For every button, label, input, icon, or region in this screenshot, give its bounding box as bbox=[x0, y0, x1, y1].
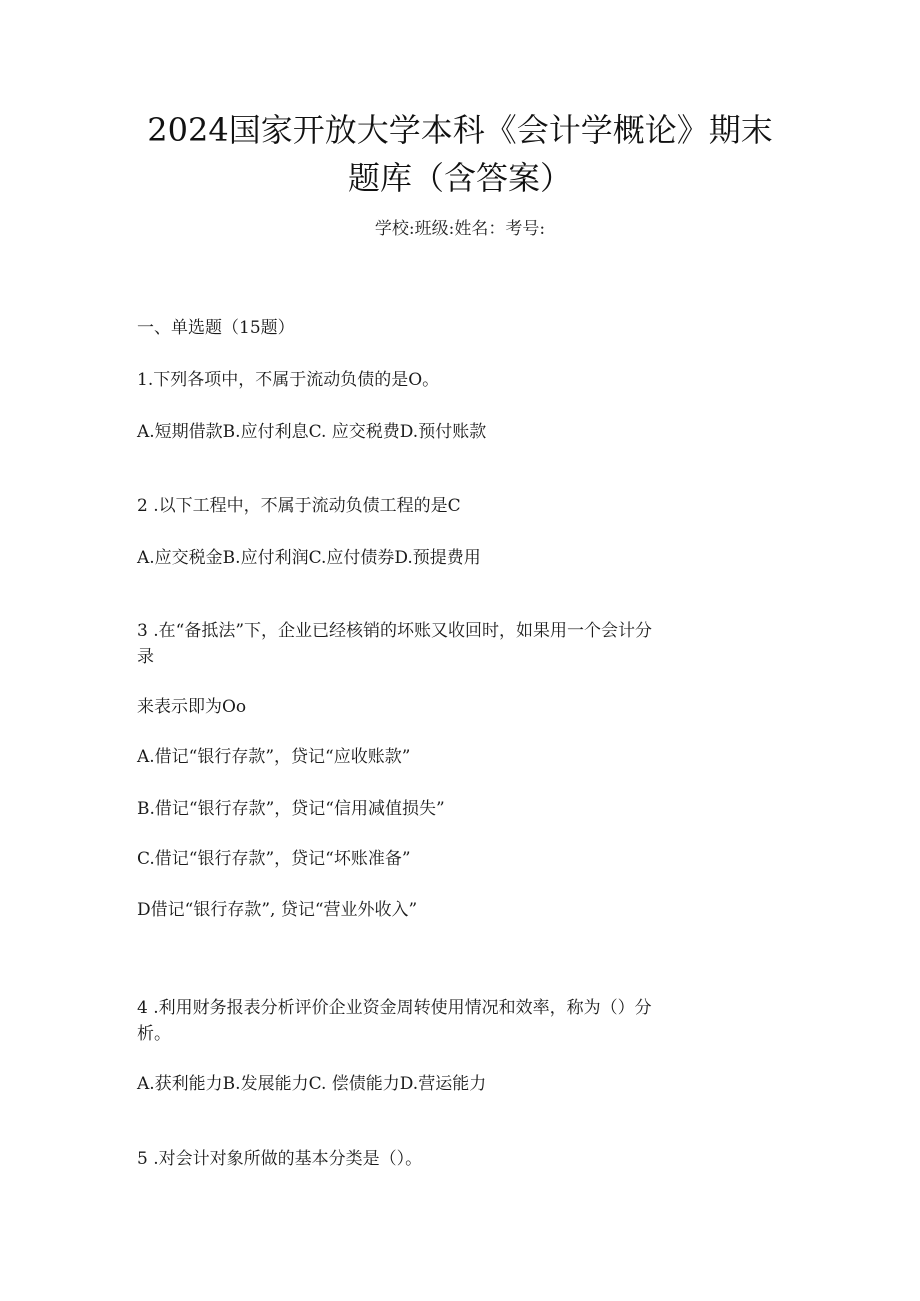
question-5-stem: 5 .对会计对象所做的基本分类是（）。 bbox=[137, 1149, 423, 1169]
question-3-stem-line-2: 录 bbox=[137, 647, 154, 667]
question-3-stem-line-3: 来表示即为Oo bbox=[137, 697, 247, 717]
document-title-line-1: 2024国家开放大学本科《会计学概论》期末 bbox=[147, 111, 773, 149]
section-heading: 一、单选题（15题） bbox=[137, 318, 295, 338]
question-3-option-b: B.借记“银行存款”，贷记“信用减值损失” bbox=[137, 799, 445, 819]
question-3-stem-line-1: 3 .在“备抵法”下，企业已经核销的坏账又收回时，如果用一个会计分 bbox=[137, 621, 653, 641]
student-info-line: 学校:班级:姓名：考号: bbox=[374, 219, 546, 239]
question-3-option-d: D借记“银行存款”, 贷记“营业外收入” bbox=[137, 900, 418, 920]
question-1-options: A.短期借款B.应付利息C. 应交税费D.预付账款 bbox=[137, 422, 487, 442]
question-3-option-c: C.借记“银行存款”，贷记“坏账准备” bbox=[137, 849, 411, 869]
question-1-stem: 1.下列各项中，不属于流动负债的是O。 bbox=[137, 370, 440, 390]
document-title-line-2: 题库（含答案） bbox=[347, 159, 572, 197]
question-4-stem-line-1: 4 .利用财务报表分析评价企业资金周转使用情况和效率，称为（）分 bbox=[137, 998, 652, 1018]
question-4-options: A.获利能力B.发展能力C. 偿债能力D.营运能力 bbox=[137, 1074, 487, 1094]
question-2-stem: 2 .以下工程中，不属于流动负债工程的是C bbox=[137, 496, 461, 516]
question-2-options: A.应交税金B.应付利润C.应付债券D.预提费用 bbox=[137, 548, 481, 568]
question-4-stem-line-2: 析。 bbox=[137, 1024, 171, 1044]
question-3-option-a: A.借记“银行存款”，贷记“应收账款” bbox=[137, 747, 411, 767]
